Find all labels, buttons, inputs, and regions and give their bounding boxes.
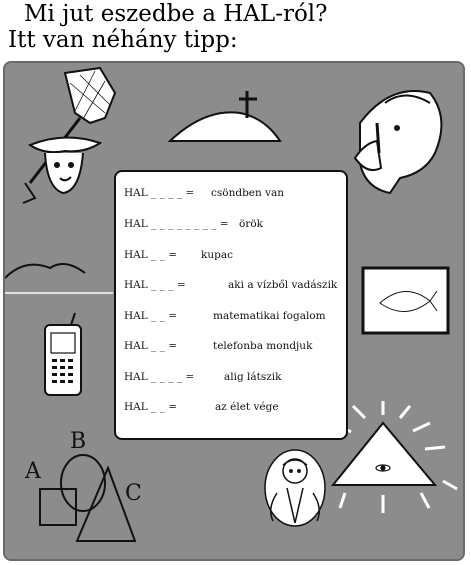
- puzzle-panel: [3, 61, 465, 561]
- venn-label-a: A: [25, 459, 41, 484]
- clue-pattern: HAL _ _ _ =: [124, 279, 186, 291]
- clue-card: [114, 170, 348, 440]
- clue-hint: telefonba mondjuk: [213, 340, 313, 352]
- butterfly-net-man-icon: [23, 68, 115, 203]
- clue-pattern: HAL _ _ _ _ =: [124, 187, 195, 199]
- venn-diagram-icon: [40, 455, 135, 541]
- clue-pattern: HAL _ _ =: [124, 249, 178, 261]
- clue-hint: alig látszik: [224, 371, 282, 383]
- clue-hint: csöndben van: [211, 187, 285, 199]
- hush-face-icon: [355, 91, 441, 193]
- grave-cross-icon: [170, 91, 280, 141]
- venn-label-b: B: [70, 429, 87, 454]
- title-line-2: Itt van néhány tipp:: [8, 27, 238, 53]
- clue-hint: az élet vége: [215, 401, 279, 413]
- clue-hint: örök: [239, 218, 264, 230]
- fish-picture-icon: [363, 268, 448, 333]
- clue-pattern: HAL _ _ =: [124, 401, 178, 413]
- title-line-1: Mi jut eszedbe a HAL-ról?: [24, 1, 328, 27]
- clue-pattern: HAL _ _ =: [124, 340, 178, 352]
- clue-pattern: HAL _ _ _ _ =: [124, 371, 195, 383]
- hills-icon: [5, 264, 113, 293]
- clue-hint: kupac: [201, 249, 233, 261]
- mobile-phone-icon: [45, 313, 81, 395]
- pyramid-eye-icon: [333, 401, 457, 513]
- clue-pattern: HAL _ _ _ _ _ _ _ _ =: [124, 218, 229, 230]
- clue-pattern: HAL _ _ =: [124, 310, 178, 322]
- clue-hint: matematikai fogalom: [213, 310, 326, 322]
- venn-label-c: C: [125, 481, 142, 506]
- clue-hint: aki a vízből vadászik: [228, 279, 338, 291]
- angel-icon: [265, 450, 325, 526]
